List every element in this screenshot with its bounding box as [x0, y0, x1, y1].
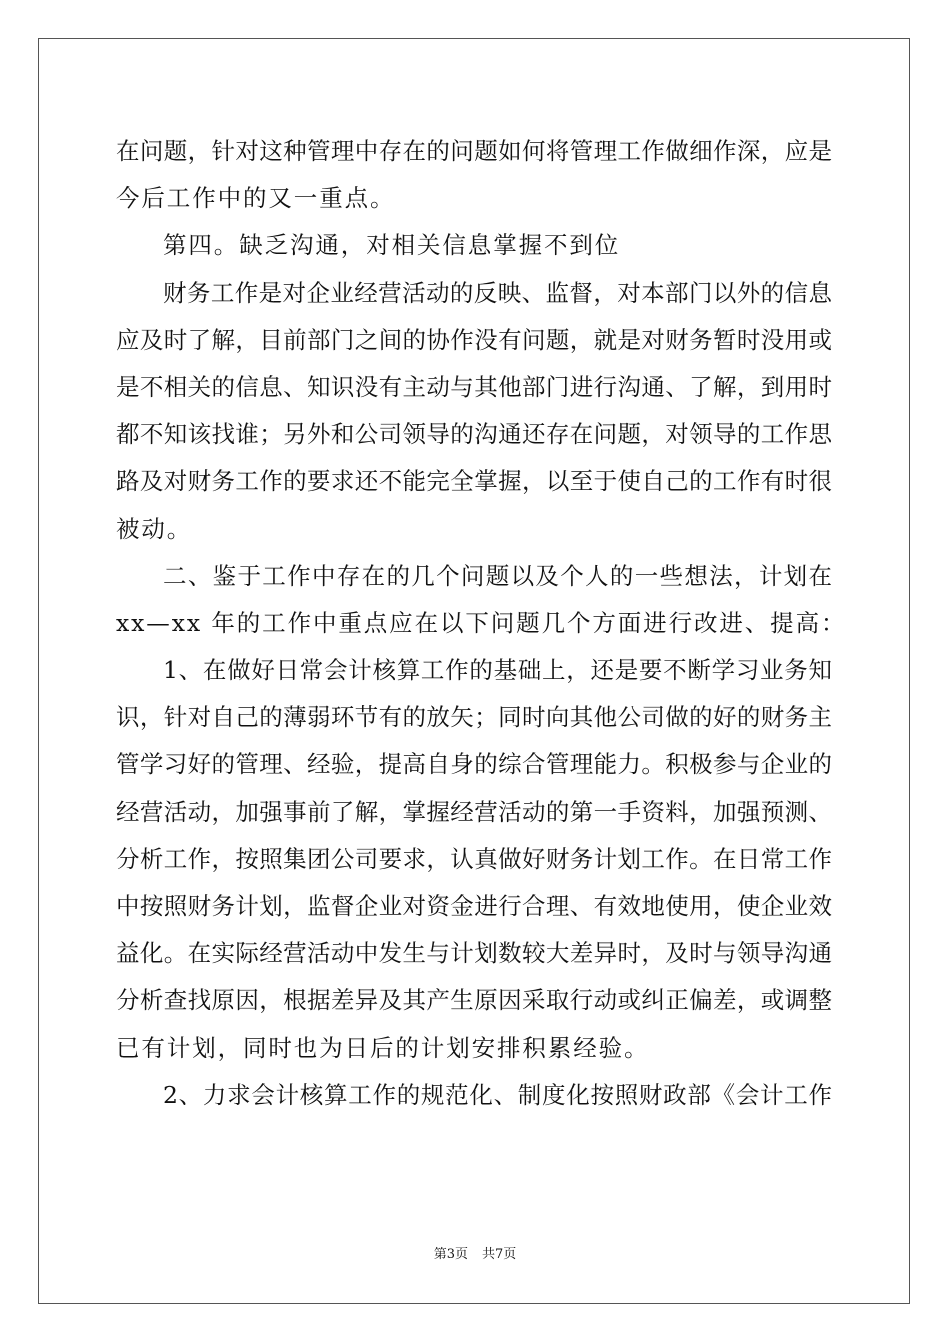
- text-line: 应及时了解，目前部门之间的协作没有问题，就是对财务暂时没用或: [116, 325, 832, 354]
- page-number: 第3页: [433, 1247, 468, 1262]
- text-line: 2、力求会计核算工作的规范化、制度化按照财政部《会计工作: [163, 1080, 832, 1109]
- text-line: 财务工作是对企业经营活动的反映、监督，对本部门以外的信息: [163, 278, 832, 307]
- text-line: 1、在做好日常会计核算工作的基础上，还是要不断学习业务知: [163, 656, 832, 685]
- text-line: xx—xx 年的工作中重点应在以下问题几个方面进行改进、提高：: [116, 608, 847, 637]
- text-line: 路及对财务工作的要求还不能完全掌握，以至于使自己的工作有时很: [116, 467, 832, 496]
- text-line: 被动。: [116, 514, 193, 543]
- section-heading: 第四。缺乏沟通，对相关信息掌握不到位: [163, 231, 621, 260]
- text-line: 都不知该找谁；另外和公司领导的沟通还存在问题，对领导的工作思: [116, 420, 832, 449]
- text-line: 是不相关的信息、知识没有主动与其他部门进行沟通、了解，到用时: [116, 372, 832, 401]
- text-line: 益化。在实际经营活动中发生与计划数较大差异时，及时与领导沟通: [116, 939, 832, 968]
- section-heading: 二、鉴于工作中存在的几个问题以及个人的一些想法，计划在: [163, 561, 832, 590]
- text-line: 管学习好的管理、经验，提高自身的综合管理能力。积极参与企业的: [116, 750, 832, 779]
- text-line: 分析工作，按照集团公司要求，认真做好财务计划工作。在日常工作: [116, 844, 832, 873]
- text-line: 分析查找原因，根据差异及其产生原因采取行动或纠正偏差，或调整: [116, 986, 832, 1015]
- document-body: [116, 128, 847, 1119]
- text-line: 中按照财务计划，监督企业对资金进行合理、有效地使用，使企业效: [116, 892, 832, 920]
- text-line: 识，针对自己的薄弱环节有的放矢；同时向其他公司做的好的财务主: [116, 703, 832, 732]
- text-line: 在问题，针对这种管理中存在的问题如何将管理工作做细作深，应是: [116, 137, 832, 165]
- page-total: 共7页: [482, 1247, 517, 1262]
- page-footer: [0, 1243, 950, 1262]
- text-line: 已有计划，同时也为日后的计划安排积累经验。: [116, 1033, 650, 1062]
- text-line: 今后工作中的又一重点。: [116, 184, 396, 213]
- text-line: 经营活动，加强事前了解，掌握经营活动的第一手资料，加强预测、: [116, 797, 832, 826]
